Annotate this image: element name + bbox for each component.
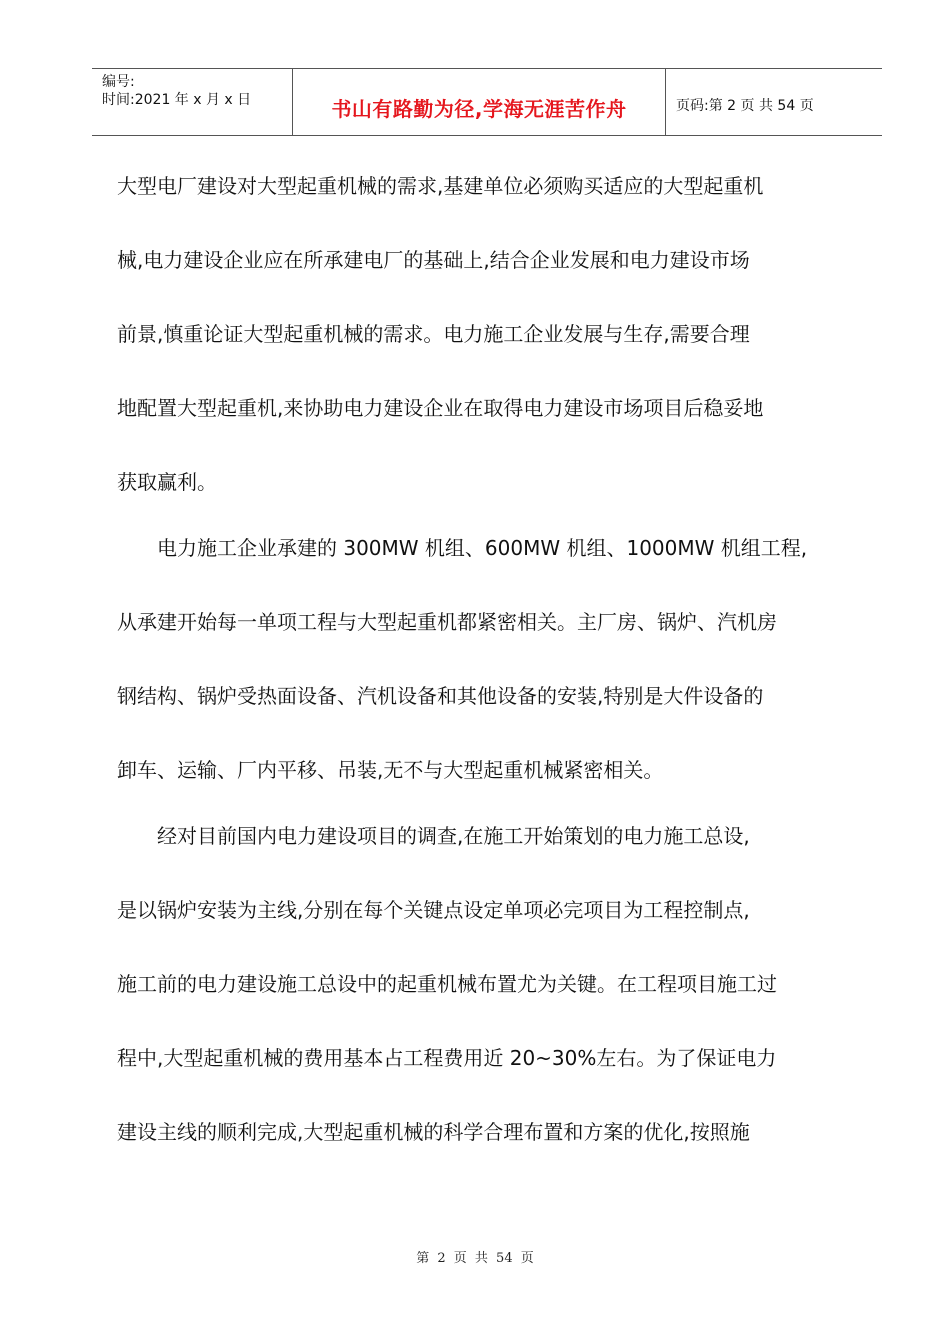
body-line: 钢结构、锅炉受热面设备、汽机设备和其他设备的安装,特别是大件设备的 [117,684,764,708]
body-line: 械,电力建设企业应在所承建电厂的基础上,结合企业发展和电力建设市场 [117,248,750,272]
document-header [92,68,882,136]
body-line: 从承建开始每一单项工程与大型起重机都紧密相关。主厂房、锅炉、汽机房 [117,610,777,634]
body-line: 是以锅炉安装为主线,分别在每个关键点设定单项必完项目为工程控制点, [117,898,750,922]
header-motto: 书山有路勤为径,学海无涯苦作舟 [331,97,627,121]
header-page-cell [666,69,882,135]
date-label: 时间:2021 年 x 月 x 日 [102,92,252,108]
header-meta-cell [92,69,293,135]
body-line: 卸车、运输、厂内平移、吊装,无不与大型起重机械紧密相关。 [117,758,664,782]
serial-number-label: 编号: [102,74,135,90]
page-footer: 第 2 页 共 54 页 [416,1251,534,1266]
body-line: 电力施工企业承建的 300MW 机组、600MW 机组、1000MW 机组工程, [157,536,808,560]
body-line: 获取赢利。 [117,470,217,494]
body-line: 程中,大型起重机械的费用基本占工程费用近 20~30%左右。为了保证电力 [117,1046,777,1070]
header-motto-cell [293,69,666,135]
header-page-code: 页码:第 2 页 共 54 页 [676,98,814,114]
body-line: 施工前的电力建设施工总设中的起重机械布置尤为关键。在工程项目施工过 [117,972,777,996]
body-line: 前景,慎重论证大型起重机械的需求。电力施工企业发展与生存,需要合理 [117,322,750,346]
body-line: 建设主线的顺利完成,大型起重机械的科学合理布置和方案的优化,按照施 [117,1120,750,1144]
body-line: 经对目前国内电力建设项目的调查,在施工开始策划的电力施工总设, [157,824,750,848]
body-line: 地配置大型起重机,来协助电力建设企业在取得电力建设市场项目后稳妥地 [117,396,764,420]
body-line: 大型电厂建设对大型起重机械的需求,基建单位必须购买适应的大型起重机 [117,174,764,198]
